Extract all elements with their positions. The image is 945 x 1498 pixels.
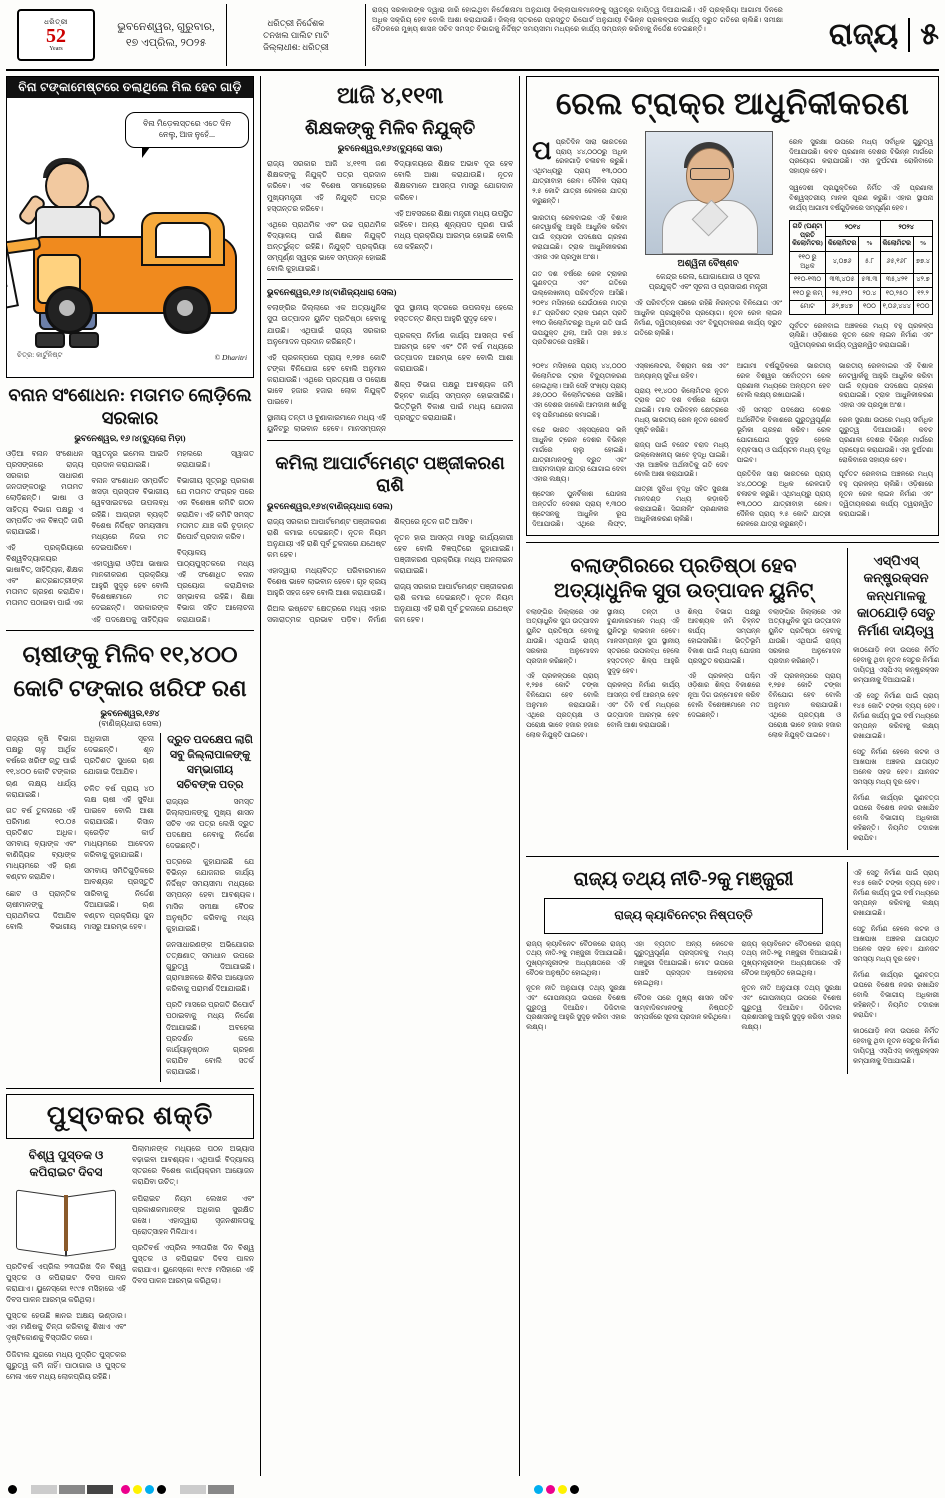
badge-number: 52 <box>46 24 66 47</box>
cell-pct-2014: ୫.୮ <box>859 251 880 273</box>
truck-wheel-rear <box>163 286 211 334</box>
paragraph: ୨୦୧୪ ମସିହାରେ ପ୍ରାୟ ୪୪,୦୦୦ କିଲୋମିଟର ଟ୍ରାକ ବିଦ୍ୟୁତୀକରଣ ହୋଇଥିଲା। ଆଜି ସେହି ସଂଖ୍ୟା ପ୍ରାୟ ୬୭,୦୦୦ କିଲୋମିଟରରେ ପହଞ୍ଚିଛି। ଏହା ଦେଶର ଜାଳେଣି ଆମଦାନୀ ଖର୍ଚ୍ଚକୁ ବହୁ ପରିମାଣରେ କମାଇଛି। <box>532 362 627 420</box>
paragraph: କାଠଯୋଡ଼ି ନଦୀ ଉପରେ ନିର୍ମିତ ହେବାକୁ ଥିବା ନୂତନ ସେତୁର ନିର୍ମାଣ ଦାୟିତ୍ୱ ଏସ୍‌ପିଏସ୍ କନ୍‌ଷ୍ଟ୍ରକ୍‌ସନ କମ୍ପାନୀକୁ ଦିଆଯାଇଛି। <box>853 647 939 684</box>
paragraph: ଷ୍ଟେସନ ପୁନର୍ବିକାଶ ଯୋଜନା ଅନ୍ତର୍ଗତ ଦେଶର ପ୍ରାୟ ୧,୩୦୦ ଷ୍ଟେସନକୁ ଆଧୁନିକ ରୂପ ଦିଆଯାଉଛି। ଏଥିରେ ଲିଫ୍ଟ, ଏସ୍କାଲେଟର, ବିଶ୍ରାମ କକ୍ଷ ଏବଂ ଅନ୍ୟାନ୍ୟ ସୁବିଧା ରହିବ। <box>532 362 729 528</box>
cell-km-2014: ୪,୦୭୬ <box>825 251 859 273</box>
paragraph: ପୂର୍ବତଟ ରେଳବାଇ ଅଞ୍ଚଳରେ ମଧ୍ୟ ବହୁ ପ୍ରକଳ୍ପ ଚାଲିଛି। ଓଡ଼ିଶାରେ ନୂତନ ରେଳ ଲାଇନ ନିର୍ମାଣ ଏବଂ ଦ୍ୱିତୀୟକରଣ କାର୍ଯ୍ୟ ତ୍ୱରାନ୍ୱିତ କରାଯାଇଛି। <box>838 471 933 518</box>
table-header-range: ଗତି (ଘଣ୍ଟା ପ୍ରତି କିଲୋମିଟର) <box>790 221 826 252</box>
glasses-icon <box>690 168 730 180</box>
story-balangir-body-mid <box>267 302 513 434</box>
paragraph: ରାଜ୍ୟର ସମସ୍ତ ଜିଲ୍ଲାପାଳଙ୍କୁ ମୁଖ୍ୟ ଶାସନ ସଚିବ ଏକ ପତ୍ର ଲେଖି ଦ୍ରୁତ ପଦକ୍ଷେପ ନେବାକୁ ନିର୍ଦ୍ଦେଶ ଦେଇଛନ୍ତି। <box>166 796 255 850</box>
cartoon-credit: © Dharitri <box>214 353 248 362</box>
rail-speed-table <box>789 220 933 315</box>
cartoon-truck <box>13 190 249 340</box>
paragraph: କାଠଯୋଡ଼ି ନଦୀ ଉପରେ ନିର୍ମିତ ହେବାକୁ ଥିବା ନୂତନ ସେତୁର ନିର୍ମାଣ ଦାୟିତ୍ୱ ଏସ୍‌ପିଏସ୍ କନ୍‌ଷ୍ଟ୍ରକ୍‌ସନ କମ୍ପାନୀକୁ ଦିଆଯାଇଛି। <box>853 1028 939 1065</box>
paragraph: ଏହି ସେତୁ ନିର୍ମାଣ ପାଇଁ ପ୍ରାୟ ୧୪୫ କୋଟି ଟଙ୍କା ବ୍ୟୟ ହେବ। ନିର୍ମାଣ କାର୍ଯ୍ୟ ଦୁଇ ବର୍ଷ ମଧ୍ୟରେ ସମ୍ପନ୍ନ କରିବାକୁ ଲକ୍ଷ୍ୟ ରଖାଯାଇଛି। <box>853 870 939 917</box>
story-balangir <box>526 548 841 851</box>
masthead-meta <box>226 4 366 66</box>
paragraph: ଏହି ପରିବର୍ତ୍ତନ ପଛରେ ରହିଛି ନିରନ୍ତର ବିନିଯୋଗ ଏବଂ ଆଧୁନିକ ପ୍ରଯୁକ୍ତିର ପ୍ରୟୋଗ। ନୂତନ ରେଳ ଲାଇନ ନିର୍ମାଣ, ଦ୍ୱିତୀୟକରଣ ଏବଂ ବିଦ୍ୟୁତୀକରଣ କାର୍ଯ୍ୟ ଦ୍ରୁତ ଗତିରେ ଚାଲିଛି। <box>634 300 783 337</box>
story-sps-headline: ଏସ୍‌ପିଏସ୍ କନ୍‌ଷ୍ଟ୍ରକ୍‌ସନ କନ୍ଧମାଳକୁ କାଠଯୋଡ଼ି ସେତୁ ନିର୍ମାଣ ଦାୟିତ୍ୱ <box>856 552 936 638</box>
truck-window <box>155 222 211 258</box>
minister-photo <box>645 131 773 255</box>
paragraph: ପ୍ରତିଦିନ ସାରା ଭାରତରେ ପ୍ରାୟ ୪୪,୦୦୦ରୁ ଅଧିକ ରେଳଗାଡ଼ି ଚଳାଚଳ କରୁଛି। ଏଥିମଧ୍ୟରୁ ପ୍ରାୟ ୧୩,୦୦୦ ଯାତ୍ରୀବାହୀ ରେଳ। ଦୈନିକ ପ୍ରାୟ ୨.୫ କୋଟି ଯାତ୍ରୀ ରେଳରେ ଯାତ୍ରା କରୁଛନ୍ତି। <box>736 471 831 528</box>
story-teacher-body <box>267 158 513 274</box>
story-policy-body <box>526 940 841 1035</box>
masthead-logo <box>6 4 106 66</box>
story-sps-body-cont <box>853 869 939 1067</box>
story-kharif-dateline <box>6 708 254 729</box>
masthead-brief-text: ରାଜ୍ୟ ସରକାରଙ୍କ ଦ୍ୱାରା ଜାରି ହୋଇଥିବା ନିର୍ଦ୍ଦେଶନାମା ଅନୁଯାୟୀ ଜିଲ୍ଲାପାଳମାନଙ୍କୁ ସ୍ୱତନ୍ତ୍ର ଦାୟିତ୍ୱ ଦିଆଯାଇଛି। ଏହି ପ୍ରକ୍ରିୟା ଆଗାମୀ ଦିନରେ ଅଧିକ ସକ୍ରିୟ ହେବ ବୋଲି ଆଶା କରାଯାଉଛି। ଜିଲ୍ଲା ସ୍ତରରେ ପ୍ରସ୍ତୁତ ରିପୋର୍ଟ ଅନୁଯାୟୀ ବିଭିନ୍ନ ପ୍ରକଳ୍ପର କାର୍ଯ୍ୟ ଦ୍ରୁତ ଗତିରେ ଚାଲିଛି। ସମୀକ୍ଷା ବୈଠକରେ ମୁଖ୍ୟ ଶାସନ ସଚିବ ସମସ୍ତ ବିଭାଗକୁ ନିର୍ଦ୍ଦିଷ୍ଟ ସମୟସୀମା ମଧ୍ୟରେ କାର୍ଯ୍ୟ ସମ୍ପନ୍ନ କରିବାକୁ ନିର୍ଦ୍ଦେଶ ଦେଇଛନ୍ତି। <box>372 6 783 34</box>
story-dalit-title: ଦ୍ରୁତ ପଦକ୍ଷେପ ଲାଗି ସବୁ ଜିଲ୍ଲାପାଳଙ୍କୁ ସମ୍ଭାଗୀୟ ସଚିବଙ୍କ ପତ୍ର <box>167 734 253 791</box>
paragraph: ସେତୁ ନିର୍ମାଣ ହେଲେ କଟକ ଓ ଆଖପାଖ ଅଞ୍ଚଳର ଯାତାୟାତ ଅନେକ ସହଜ ହେବ। ଯାନଜଟ ସମସ୍ୟା ମଧ୍ୟ ଦୂର ହେବ। <box>853 926 939 963</box>
paragraph: ରାଜ୍ୟ କ୍ୟାବିନେଟ ବୈଠକରେ ରାଜ୍ୟ ତଥ୍ୟ ନୀତି-୨କୁ ମଞ୍ଜୁରୀ ଦିଆଯାଇଛି। ମୁଖ୍ୟମନ୍ତ୍ରୀଙ୍କ ଅଧ୍ୟକ୍ଷତାରେ ଏହି ବୈଠକ ଅନୁଷ୍ଠିତ ହୋଇଥିଲା। <box>741 940 841 978</box>
story-book-body-b <box>132 1143 254 1291</box>
cell-km-2024: ୧୦,୨୫୦ <box>880 287 914 301</box>
cartoon-artwork <box>7 98 253 366</box>
paragraph: ପ୍ରତିବର୍ଷ ଏପ୍ରିଲ ୨୩ତାରିଖ ଦିନ ବିଶ୍ୱ ପୁସ୍ତକ ଓ କପିରାଇଟ ଦିବସ ପାଳନ କରାଯାଏ। ୟୁନେସ୍କୋ ୧୯୯୫ ମସିହାରେ ଏହି ଦିବସ ପାଳନ ଆରମ୍ଭ କରିଥିଲା। <box>132 1243 255 1286</box>
story-rail-body-3 <box>789 138 933 214</box>
lower-right-block <box>526 542 939 851</box>
cell-range: ୧୧୦ ରୁ କମ୍ <box>790 287 826 301</box>
story-balangir-mid <box>267 280 513 440</box>
story-banana <box>6 384 254 631</box>
swatch-yellow <box>133 1485 142 1494</box>
paragraph: ସ୍ୱଦେଶୀ ପ୍ରଯୁକ୍ତିରେ ନିର୍ମିତ ଏହି ପ୍ରଣାଳୀ ବିଶ୍ୱସ୍ତରୀୟ ମାନକ ପୂରଣ କରୁଛି। ଏହାର ସ୍ଥାପନା କାର୍ଯ୍ୟ ଆଗାମୀ ବର୍ଷଗୁଡ଼ିକରେ ସମ୍ପୂର୍ଣ୍ଣ ହେବ। <box>789 184 933 212</box>
paragraph: ସ୍ଥାନୀୟ ତନ୍ତୀ ଓ ବୁଣାକାରମାନେ ମଧ୍ୟ ଏହି ୟୁନିଟରୁ ଲାଭବାନ ହେବେ। ମାନସମ୍ପନ୍ନ ସୁତା ସ୍ଥାନୀୟ ସ୍ତରରେ ଉପଲବ୍ଧ ହେଲେ ହସ୍ତତନ୍ତ ଶିଳ୍ପ ଆହୁରି ସୁଦୃଢ଼ ହେବ। <box>267 303 514 434</box>
paragraph: ଶିଳ୍ପ ବିଭାଗ ପକ୍ଷରୁ ଆବଶ୍ୟକ ଜମି ଚିହ୍ନଟ କାର୍ଯ୍ୟ ସମ୍ପନ୍ନ ହୋଇସାରିଛି। ଭିତ୍ତିଭୂମି ବିକାଶ ପାଇଁ ମଧ୍ୟ ଯୋଜନା ପ୍ରସ୍ତୁତ କରାଯାଇଛି। <box>394 380 514 423</box>
story-teacher <box>267 82 513 280</box>
paragraph: ପ୍ରାୟ ୧୧,୪୦୦ କିଲୋମିଟର ନୂତନ ଟ୍ରାକ ଗତ ଦଶ ବର୍ଷରେ ଯୋଡ଼ା ଯାଇଛି। ମାଲ ପରିବହନ କ୍ଷେତ୍ରରେ ମଧ୍ୟ ଭାରତୀୟ ରେଳ ନୂତନ ରେକର୍ଡ ସୃଷ୍ଟି କରିଛି। <box>634 387 729 434</box>
cell-km-2024: ୧,୦୬,୪୪୪ <box>880 301 914 315</box>
story-book <box>6 1088 254 1387</box>
paragraph: ନୂତନ ହାର ଆସନ୍ତା ମାସରୁ କାର୍ଯ୍ୟକାରୀ ହେବ ବୋଲି ବିଜ୍ଞପ୍ତିରେ କୁହାଯାଇଛି। ପଞ୍ଜୀକରଣ ପ୍ରକ୍ରିୟା ମଧ୍ୟ ଅନଲାଇନ କରାଯାଇଛି। <box>394 532 514 575</box>
story-apartment-body <box>267 516 513 628</box>
dateline-city: ଭୁବନେଶ୍ୱର,୧୬୪ <box>100 708 160 719</box>
section-header <box>789 4 939 66</box>
paragraph: ନୂତନ ନୀତି ଅନୁଯାୟୀ ତଥ୍ୟ ସୁରକ୍ଷା ଏବଂ ଗୋପନୀୟତା ଉପରେ ବିଶେଷ ଗୁରୁତ୍ୱ ଦିଆଯିବ। ଡିଜିଟାଲ ପ୍ରଶାସନକୁ ଆହୁରି ସୁଦୃଢ଼ କରିବା ଏହାର ଲକ୍ଷ୍ୟ। <box>526 984 626 1032</box>
dropcap: ପ <box>532 135 552 165</box>
paragraph: ବନ୍ଦେ ଭାରତ ଏକ୍ସପ୍ରେସ ଭଳି ଆଧୁନିକ ଟ୍ରେନ ଦେଶର ବିଭିନ୍ନ ମାର୍ଗରେ ଚାଲୁ ହୋଇଛି। ଯାତ୍ରୀମାନଙ୍କୁ ଦ୍ରୁତ ଏବଂ ଆରାମଦାୟକ ଯାତ୍ରା ଯୋଗାଇ ଦେବା ଏହାର ଲକ୍ଷ୍ୟ। <box>532 426 627 484</box>
paragraph: ଭାରତୀୟ ରେଳବାଇର ଏହି ବିଶାଳ ନେଟୱାର୍କକୁ ଆହୁରି ଆଧୁନିକ କରିବା ପାଇଁ ବ୍ୟାପକ ପଦକ୍ଷେପ ଗ୍ରହଣ କରାଯାଇଛି। ଟ୍ରାକ ଆଧୁନିକୀକରଣ ଏହାର ଏକ ପ୍ରମୁଖ ଅଂଶ। <box>838 362 933 410</box>
paragraph: ଚଳିତ ବର୍ଷ ପ୍ରାୟ ୪୦ ଲକ୍ଷ ଚାଷୀ ଏହି ସୁବିଧା ପାଇବେ ବୋଲି ଆଶା କରାଯାଉଛି। କିସାନ କ୍ରେଡ଼ିଟ କାର୍ଡ ମାଧ୍ୟମରେ ଆବେଦନ କରିବାକୁ କୁହାଯାଇଛି। <box>84 783 154 860</box>
paragraph: ପ୍ରକଳ୍ପ ନିର୍ମାଣ କାର୍ଯ୍ୟ ଆସନ୍ତା ବର୍ଷ ଆରମ୍ଭ ହେବ ଏବଂ ତିନି ବର୍ଷ ମଧ୍ୟରେ ଉତ୍ପାଦନ ଆରମ୍ଭ ହେବ ବୋଲି ଆଶା କରାଯାଉଛି। <box>394 330 514 373</box>
story-book-body-b-wrap <box>132 1143 254 1387</box>
paragraph: ଛୋଟ ଓ ପ୍ରାନ୍ତିକ ଚାଷୀମାନଙ୍କୁ ପ୍ରାଥମିକତା ଦିଆଯିବ ବୋଲି ବିଭାଗୀୟ ଅଧିକାରୀ ସୂଚନା ଦେଇଛନ୍ତି। ଶୂନ ପ୍ରତିଶତ ସୁଧରେ ଋଣ ଯୋଗାଇ ଦିଆଯିବ। <box>6 734 154 931</box>
masthead-meta-2: ତନଖଲ ପାଲିଟ ମାଟି <box>263 29 329 40</box>
cell-km-2024: ୩୫,୪୨୧ <box>880 274 914 288</box>
swatch-cyan-2 <box>534 1485 543 1494</box>
swatch-cyan <box>145 1485 154 1494</box>
cell-pct-2024: ୧୦୦ <box>914 301 933 315</box>
story-balangir-body <box>526 608 841 741</box>
table-subheader-pct-2024: % <box>914 236 933 251</box>
minister-portrait <box>645 131 771 293</box>
paragraph: ବନାନ ସଂଶୋଧନ ସମ୍ପର୍କିତ ଖସଡ଼ା ପ୍ରସ୍ତାବ ବିଭାଗୀୟ ୱେବସାଇଟରେ ଉପଲବ୍ଧ ରହିଛି। ଆଗ୍ରହୀ ବ୍ୟକ୍ତି ବିଶେଷ ନିର୍ଦ୍ଦିଷ୍ଟ ସମୟସୀମା ମଧ୍ୟରେ ନିଜର ମତ ଦେଇପାରିବେ। <box>91 476 169 552</box>
story-teacher-headline-line2: ଶିକ୍ଷକଙ୍କୁ ମିଳିବ ନିଯୁକ୍ତି <box>304 117 476 138</box>
story-kharif-body <box>6 733 154 934</box>
table-subheader-km-2024: କିଲୋମିଟର <box>880 236 914 251</box>
paragraph: ପିଲାମାନଙ୍କ ମଧ୍ୟରେ ପଠନ ଅଭ୍ୟାସ ବଢ଼ାଇବା ଆବଶ୍ୟକ। ଏଥିପାଇଁ ବିଦ୍ୟାଳୟ ସ୍ତରରେ ବିଶେଷ କାର୍ଯ୍ୟକ୍ରମ ଆୟୋଜନ କରାଯିବା ଉଚିତ୍। <box>132 1144 255 1187</box>
cartoon-title: ବିନା ଟଙ୍କାମେଷ୍ଟରେ ତଲାଥିଲେ ମିଲ ହେବ ଗାଡ଼ି <box>7 77 253 98</box>
story-balangir-dateline: ଭୁବନେଶ୍ୱର,୧୬।୪(ବାଣିଜ୍ୟଧାରା ସେଲ) <box>267 287 397 298</box>
open-book-icon <box>16 1185 116 1257</box>
story-book-feature <box>6 1143 126 1387</box>
story-book-subtitle: ବିଶ୍ୱ ପୁସ୍ତକ ଓ କପିରାଇଟ ଦିବସ <box>28 1148 104 1179</box>
cell-km-2014: ୨୫,୧୨୦ <box>825 287 859 301</box>
section-name: ରାଜ୍ୟ <box>828 18 899 51</box>
story-banana-dateline: ଭୁବନେଶ୍ୱର, ୧୬।୪(ବ୍ୟୁରୋ ମିଡ଼ା) <box>74 433 186 443</box>
story-kharif-body-wrap <box>6 733 154 1082</box>
paragraph: ଏହା ବ୍ୟତୀତ ଅନ୍ୟ କେତେକ ଗୁରୁତ୍ୱପୂର୍ଣ୍ଣ ପ୍ରସ୍ତାବକୁ ମଧ୍ୟ ମଞ୍ଜୁରୀ ଦିଆଯାଇଛି। ମୋଟ ଉପରେ ପାଞ୍ଚଟି ପ୍ରସ୍ତାବ ଆଲୋଚନା ହୋଇଥିଲା। <box>633 940 734 987</box>
paragraph: ପତ୍ରରେ କୁହାଯାଇଛି ଯେ ବିଭିନ୍ନ ଯୋଜନାର କାର୍ଯ୍ୟ ନିର୍ଦ୍ଦିଷ୍ଟ ସମୟସୀମା ମଧ୍ୟରେ ସମ୍ପନ୍ନ ହେବା ଆବଶ୍ୟକ। ମାସିକ ସମୀକ୍ଷା ବୈଠକ ଅନୁଷ୍ଠିତ କରିବାକୁ ମଧ୍ୟ କୁହାଯାଇଛି। <box>166 857 255 933</box>
story-sps-body <box>853 646 939 844</box>
paragraph: ଏହି ସେତୁ ନିର୍ମାଣ ପାଇଁ ପ୍ରାୟ ୧୪୫ କୋଟି ଟଙ୍କା ବ୍ୟୟ ହେବ। ନିର୍ମାଣ କାର୍ଯ୍ୟ ଦୁଇ ବର୍ଷ ମଧ୍ୟରେ ସମ୍ପନ୍ନ କରିବାକୁ ଲକ୍ଷ୍ୟ ରଖାଯାଇଛି। <box>853 693 939 740</box>
paragraph: ପ୍ରତି ମାସରେ ପ୍ରଗତି ରିପୋର୍ଟ ପଠାଇବାକୁ ମଧ୍ୟ ନିର୍ଦ୍ଦେଶ ଦିଆଯାଇଛି। ଅବହେଳା ପ୍ରଦର୍ଶନ କଲେ କାର୍ଯ୍ୟାନୁଷ୍ଠାନ ଗ୍ରହଣ କରାଯିବ ବୋଲି ସତର୍କ କରାଯାଇଛି। <box>166 1000 255 1077</box>
paragraph: କପିରାଇଟ ନିୟମ ଲେଖକ ଏବଂ ପ୍ରକାଶକମାନଙ୍କ ଅଧିକାର ସୁରକ୍ଷିତ ରଖେ। ଏହାଦ୍ୱାରା ସୃଜନଶୀଳତାକୁ ପ୍ରୋତ୍ସାହନ ମିଳିଥାଏ। <box>132 1193 255 1236</box>
paragraph: ସ୍ଥାନୀୟ ତନ୍ତୀ ଓ ବୁଣାକାରମାନେ ମଧ୍ୟ ଏହି ୟୁନିଟରୁ ଲାଭବାନ ହେବେ। ମାନସମ୍ପନ୍ନ ସୁତା ସ୍ଥାନୀୟ ସ୍ତରରେ ଉପଲବ୍ଧ ହେଲେ ହସ୍ତତନ୍ତ ଶିଳ୍ପ ଆହୁରି ସୁଦୃଢ଼ ହେବ। <box>606 608 680 675</box>
story-banana-headline: ବନାନ ସଂଶୋଧନ: ମତାମତ ଲୋଡ଼ିଲେ ସରକାର <box>8 385 252 428</box>
paragraph: ବିଦ୍ୟାଳୟ ପାଠ୍ୟପୁସ୍ତକରେ ମଧ୍ୟ ଏହି ସଂଶୋଧିତ ବନାନ ପ୍ରୟୋଗ କରାଯିବାର ସମ୍ଭାବନା ରହିଛି। ଶିକ୍ଷା ବିଭାଗ ସହିତ ଆଲୋଚନା କରାଯାଉଛି। <box>176 547 255 624</box>
paragraph: ରିଅଲ ଇଷ୍ଟେଟ କ୍ଷେତ୍ରରେ ମଧ୍ୟ ଏହାର ସକାରାତ୍ମକ ପ୍ରଭାବ ପଡ଼ିବ। ନିର୍ମାଣ ଶିଳ୍ପରେ ନୂତନ ଗତି ଆସିବ। <box>267 516 473 625</box>
paragraph: ବଲାଙ୍ଗିର ଜିଲ୍ଲାରେ ଏକ ଅତ୍ୟାଧୁନିକ ସୁତା ଉତ୍ପାଦନ ୟୁନିଟ ପ୍ରତିଷ୍ଠା ହେବାକୁ ଯାଉଛି। ଏଥିପାଇଁ ରାଜ୍ୟ ସରକାର ଅନୁମୋଦନ ପ୍ରଦାନ କରିଛନ୍ତି। <box>267 303 387 346</box>
paragraph: ଭାରତୀୟ ରେଳବାଇର ଏହି ବିଶାଳ ନେଟୱାର୍କକୁ ଆହୁରି ଆଧୁନିକ କରିବା ପାଇଁ ବ୍ୟାପକ ପଦକ୍ଷେପ ଗ୍ରହଣ କରାଯାଇଛି। ଟ୍ରାକ ଆଧୁନିକୀକରଣ ଏହାର ଏକ ପ୍ରମୁଖ ଅଂଶ। <box>532 214 628 261</box>
story-rail-portrait-col <box>634 131 782 358</box>
swatch-yellow-2 <box>558 1485 567 1494</box>
badge-top-label: ଧରିତ୍ରୀ <box>44 17 68 26</box>
paragraph: ରାଜ୍ୟ ସରକାର ଆପାର୍ଟମେଣ୍ଟ ପଞ୍ଜୀକରଣ ରାଶି କମାଇ ଦେଇଛନ୍ତି। ନୂତନ ନିୟମ ଅନୁଯାୟୀ ଏହି ରାଶି ପୂର୍ବ ତୁଳନାରେ ଯଥେଷ୍ଟ କମ ହେବ। <box>394 582 514 625</box>
masthead-meta-1: ଧରିତ୍ରୀ ନିର୍ଦ୍ଦେଶକ <box>267 17 325 28</box>
cartoon-panel <box>6 76 254 378</box>
story-kharif <box>6 631 254 1083</box>
paragraph: ଏହାଦ୍ୱାରା ଓଡ଼ିଆ ଭାଷାର ମାନକୀକରଣ ପ୍ରକ୍ରିୟା ଆହୁରି ସୁଦୃଢ଼ ହେବ ବୋଲି ବିଶେଷଜ୍ଞମାନେ ମତ ଦେଇଛନ୍ତି। ସରକାରଙ୍କ ଏହି ପଦକ୍ଷେପକୁ ସାହିତ୍ୟିକ ମହଲରେ ସ୍ୱାଗତ କରାଯାଇଛି। <box>91 449 255 624</box>
story-apartment <box>267 441 513 628</box>
swatch-magenta-2 <box>546 1485 555 1494</box>
paragraph: ଡିଜିଟାଲ ଯୁଗରେ ମଧ୍ୟ ମୁଦ୍ରିତ ପୁସ୍ତକର ଗୁରୁତ୍ୱ କମି ନାହିଁ। ପାଠାଗାର ଓ ପୁସ୍ତକ ମେଳା ଏବେ ମଧ୍ୟ ଲୋକପ୍ରିୟ ରହିଛି। <box>6 1349 126 1381</box>
paragraph: ପୂର୍ବତଟ ରେଳବାଇ ଅଞ୍ଚଳରେ ମଧ୍ୟ ବହୁ ପ୍ରକଳ୍ପ ଚାଲିଛି। ଓଡ଼ିଶାରେ ନୂତନ ରେଳ ଲାଇନ ନିର୍ମାଣ ଏବଂ ଦ୍ୱିତୀୟକରଣ କାର୍ଯ୍ୟ ତ୍ୱରାନ୍ୱିତ କରାଯାଇଛି। <box>789 322 933 350</box>
gray-step-wedge-2 <box>180 1485 234 1494</box>
story-teacher-headline-line1: ଆଜି ୪,୧୧୩ <box>336 83 444 108</box>
cell-pct-2014: ୧୦୦ <box>859 301 880 315</box>
paragraph: ଗତ ବର୍ଷ ତୁଳନାରେ ଏହି ପରିମାଣ ୧୦.୦୫ ପ୍ରତିଶତ ଅଧିକ। ସମବାୟ ବ୍ୟାଙ୍କ ଏବଂ ବାଣିଜ୍ୟିକ ବ୍ୟାଙ୍କ ମାଧ୍ୟମରେ ଏହି ଋଣ ବଣ୍ଟନ କରାଯିବ। <box>6 805 76 882</box>
cell-km-2024: ୬୫,୧୬୮ <box>880 251 914 273</box>
story-sps-cont <box>847 862 939 1073</box>
paragraph: ଏହି ପ୍ରକଳ୍ପରେ ପ୍ରାୟ ୧,୨୭୫ କୋଟି ଟଙ୍କା ବିନିଯୋଗ ହେବ ବୋଲି ଅନୁମାନ କରାଯାଉଛି। ଏଥିରେ ପ୍ରତ୍ୟକ୍ଷ ଓ ପରୋକ୍ଷ ଭାବେ ହଜାର ହଜାର ଲୋକ ନିଯୁକ୍ତି ପାଇବେ। <box>768 672 841 739</box>
swatch-black <box>8 1485 17 1494</box>
paragraph: ବିଭାଗୀୟ ସୂତ୍ରରୁ ପ୍ରକାଶ ଯେ ମତାମତ ସଂଗ୍ରହ ପରେ ଏକ ବିଶେଷଜ୍ଞ କମିଟି ଗଠନ କରାଯିବ। ଏହି କମିଟି ସମସ୍ତ ମତାମତ ଯାଞ୍ଚ କରି ଚୂଡ଼ାନ୍ତ ରିପୋର୍ଟ ପ୍ରଦାନ କରିବ। <box>176 476 255 541</box>
truck-wheel-front <box>45 286 93 334</box>
print-registration-bar <box>0 1480 945 1498</box>
anniversary-badge <box>17 9 95 61</box>
story-dalit-body <box>166 796 254 1083</box>
story-rail-headline: ରେଲ ଟ୍ରାକ୍‌ର ଆଧୁନିକୀକରଣ <box>555 86 910 121</box>
story-kharif-headline-line1: ଚାଷୀଙ୍କୁ ମିଳିବ ୧୧,୪୦୦ <box>22 641 238 667</box>
cell-pct-2024: ୭୭.୪ <box>914 251 933 273</box>
gray-step-wedge <box>31 1485 113 1494</box>
paragraph: ଓଡ଼ିଆ ବନାନ ସଂଶୋଧନ ପ୍ରସଙ୍ଗରେ ରାଜ୍ୟ ସରକାର ସାଧାରଣ ଜନତାଙ୍କଠାରୁ ମତାମତ ଲୋଡ଼ିଛନ୍ତି। ଭାଷା ଓ ସାହିତ୍ୟ ବିଭାଗ ପକ୍ଷରୁ ଏ ସମ୍ପର୍କିତ ଏକ ବିଜ୍ଞପ୍ତି ଜାରି କରାଯାଇଛି। <box>6 449 84 536</box>
column-right <box>519 76 939 1476</box>
paragraph: ରେଳ ସୁରକ୍ଷା ଉପରେ ମଧ୍ୟ ସର୍ବାଧିକ ଗୁରୁତ୍ୱ ଦିଆଯାଉଛି। କବଚ ପ୍ରଣାଳୀ ଦେଶର ବିଭିନ୍ନ ମାର୍ଗରେ ପ୍ରୟୋଗ କରାଯାଉଛି। ଏହା ଦୁର୍ଘଟଣା ରୋକିବାରେ ସହାୟକ ହେବ। <box>838 417 933 464</box>
paragraph: ବୈଠକ ପରେ ମୁଖ୍ୟ ଶାସନ ସଚିବ ସାମ୍ବାଦିକମାନଙ୍କୁ ନିଷ୍ପତ୍ତି ସମ୍ପର୍କରେ ସୂଚନା ପ୍ରଦାନ କରିଥିଲେ। <box>633 994 734 1022</box>
paragraph: ସେତୁ ନିର୍ମାଣ ହେଲେ କଟକ ଓ ଆଖପାଖ ଅଞ୍ଚଳର ଯାତାୟାତ ଅନେକ ସହଜ ହେବ। ଯାନଜଟ ସମସ୍ୟା ମଧ୍ୟ ଦୂର ହେବ। <box>853 749 939 786</box>
story-rail-body-1 <box>532 135 628 348</box>
paragraph: ପ୍ରତିବର୍ଷ ଏପ୍ରିଲ ୨୩ତାରିଖ ଦିନ ବିଶ୍ୱ ପୁସ୍ତକ ଓ କପିରାଇଟ ଦିବସ ପାଳନ କରାଯାଏ। ୟୁନେସ୍କୋ ୧୯୯୫ ମସିହାରେ ଏହି ଦିବସ ପାଳନ ଆରମ୍ଭ କରିଥିଲା। <box>6 1261 126 1305</box>
paragraph: ରେଳ ସୁରକ୍ଷା ଉପରେ ମଧ୍ୟ ସର୍ବାଧିକ ଗୁରୁତ୍ୱ ଦିଆଯାଉଛି। କବଚ ପ୍ରଣାଳୀ ଦେଶର ବିଭିନ୍ନ ମାର୍ଗରେ ପ୍ରୟୋଗ କରାଯାଉଛି। ଏହା ଦୁର୍ଘଟଣା ରୋକିବାରେ ସହାୟକ ହେବ। <box>789 138 933 176</box>
story-kharif-headline-line2: କୋଟି ଟଙ୍କାର ଖରିଫ ରଣ <box>13 676 247 702</box>
table-header-2024: ୨୦୨୪ <box>880 221 932 236</box>
page-columns <box>6 76 939 1476</box>
column-middle <box>260 76 513 1476</box>
masthead <box>6 4 939 71</box>
story-sps <box>847 548 939 851</box>
swatch-group-mid <box>121 1485 166 1494</box>
paragraph: ଏଥିରେ ପ୍ରାଥମିକ ଏବଂ ଉଚ୍ଚ ପ୍ରାଥମିକ ବିଦ୍ୟାଳୟ ପାଇଁ ଶିକ୍ଷକ ନିଯୁକ୍ତି ଅନ୍ତର୍ଭୁକ୍ତ ରହିଛି। ନିଯୁକ୍ତି ପ୍ରକ୍ରିୟା ସମ୍ପୂର୍ଣ୍ଣ ସ୍ୱଚ୍ଛ ଭାବେ ସମ୍ପନ୍ନ ହୋଇଛି ବୋଲି କୁହାଯାଇଛି। <box>267 219 387 274</box>
section-divider <box>908 18 910 52</box>
paragraph: ନିର୍ମାଣ କାର୍ଯ୍ୟର ଗୁଣବତ୍ତା ଉପରେ ବିଶେଷ ନଜର ରଖାଯିବ ବୋଲି ବିଭାଗୀୟ ଅଧିକାରୀ କହିଛନ୍ତି। ନିୟମିତ ତଦାରଖ କରାଯିବ। <box>853 972 939 1019</box>
story-rail-col3 <box>789 131 933 358</box>
story-banana-body <box>6 448 254 625</box>
masthead-place: ଭୁବନେଶ୍ୱର, ଗୁରୁବାର, <box>117 20 215 33</box>
paragraph: ପ୍ରତିଦିନ ସାରା ଭାରତରେ ପ୍ରାୟ ୪୪,୦୦୦ରୁ ଅଧିକ ରେଳଗାଡ଼ି ଚଳାଚଳ କରୁଛି। ଏଥିମଧ୍ୟରୁ ପ୍ରାୟ ୧୩,୦୦୦ ଯାତ୍ରୀବାହୀ ରେଳ। ଦୈନିକ ପ୍ରାୟ ୨.୫ କୋଟି ଯାତ୍ରୀ ରେଳରେ ଯାତ୍ରା କରୁଛନ୍ତି। <box>532 138 628 205</box>
story-rail-body-2 <box>634 299 782 338</box>
story-balangir-headline: ବଲାଙ୍ଗିରରେ ପ୍ରତିଷ୍ଠା ହେବ ଅତ୍ୟାଧୁନିକ ସୁତା ଉତ୍ପାଦନ ୟୁନିଟ୍ <box>553 554 814 602</box>
policy-pull-quote: ରାଜ୍ୟ କ୍ୟାବିନେଟ୍‌ର ନିଷ୍ପତ୍ତି <box>544 898 823 933</box>
swatch-magenta <box>121 1485 130 1494</box>
cell-pct-2014: ୫୩.୩ <box>859 274 880 288</box>
page-number: ୫ <box>920 18 939 51</box>
paragraph: ନୂତନ ନୀତି ଅନୁଯାୟୀ ତଥ୍ୟ ସୁରକ୍ଷା ଏବଂ ଗୋପନୀୟତା ଉପରେ ବିଶେଷ ଗୁରୁତ୍ୱ ଦିଆଯିବ। ଡିଜିଟାଲ ପ୍ରଶାସନକୁ ଆହୁରି ସୁଦୃଢ଼ କରିବା ଏହାର ଲକ୍ଷ୍ୟ। <box>741 984 841 1032</box>
paragraph: ଏହି ପ୍ରକ୍ରିୟାରେ ବିଶ୍ୱବିଦ୍ୟାଳୟର ଭାଷାବିତ୍‌, ସାହିତ୍ୟିକ, ଶିକ୍ଷକ ଏବଂ ଛାତ୍ରଛାତ୍ରୀଙ୍କ ମତାମତ ଗ୍ରହଣ କରାଯିବ। ମତାମତ ପଠାଇବା ପାଇଁ ଏକ ସ୍ୱତନ୍ତ୍ର ଇମେଲ ଆଇଡି ପ୍ରଦାନ କରାଯାଇଛି। <box>6 449 169 608</box>
paragraph: ବଲାଙ୍ଗିର ଜିଲ୍ଲାରେ ଏକ ଅତ୍ୟାଧୁନିକ ସୁତା ଉତ୍ପାଦନ ୟୁନିଟ ପ୍ରତିଷ୍ଠା ହେବାକୁ ଯାଉଛି। ଏଥିପାଇଁ ରାଜ୍ୟ ସରକାର ଅନୁମୋଦନ ପ୍ରଦାନ କରିଛନ୍ତି। <box>768 608 841 665</box>
swatch-black-2 <box>157 1485 166 1494</box>
masthead-place-date <box>106 4 226 66</box>
cell-pct-2024: ୪୨.୭ <box>914 274 933 288</box>
paragraph: ଏହି ଅବସରରେ ଶିକ୍ଷା ମନ୍ତ୍ରୀ ମଧ୍ୟ ଉପସ୍ଥିତ ରହିବେ। ଅନ୍ୟ ଶୂନ୍ୟପଦ ପୂରଣ ପାଇଁ ମଧ୍ୟ ପ୍ରକ୍ରିୟା ଆରମ୍ଭ ହୋଇଛି ବୋଲି ସେ କହିଛନ୍ତି। <box>394 208 514 252</box>
paragraph: ଏହାଦ୍ୱାରା ମଧ୍ୟବିତ୍ତ ପରିବାରମାନେ ବିଶେଷ ଭାବେ ଲାଭବାନ ହେବେ। ଗୃହ କ୍ରୟ ଆହୁରି ସହଜ ହେବ ବୋଲି ଆଶା କରାଯାଉଛି। <box>267 565 387 598</box>
paragraph: ରାଜ୍ୟର କୃଷି ବିଭାଗ ପକ୍ଷରୁ ଚାଳୁ ଆର୍ଥିକ ବର୍ଷରେ ଖରିଫ ଋତୁ ପାଇଁ ୧୧,୪୦୦ କୋଟି ଟଙ୍କାର ଋଣ ଲକ୍ଷ୍ୟ ଧାର୍ଯ୍ୟ କରାଯାଇଛି। <box>6 734 76 799</box>
cartoon-speech-bubble: ବିନା ମିଡ଼େଲସ୍ତରେ ଏତେ ଦିନ ନେଲୁ, ଆଜ ନୁହେଁ... <box>125 112 249 148</box>
story-apartment-headline: କମିଲା ଆପାର୍ଟମେଣ୍ଟ ପଞ୍ଜୀକରଣ ରାଶି <box>275 452 505 496</box>
paragraph: ଏହି ପ୍ରକଳ୍ପରେ ପ୍ରାୟ ୧,୨୭୫ କୋଟି ଟଙ୍କା ବିନିଯୋଗ ହେବ ବୋଲି ଅନୁମାନ କରାଯାଉଛି। ଏଥିରେ ପ୍ରତ୍ୟକ୍ଷ ଓ ପରୋକ୍ଷ ଭାବେ ହଜାର ହଜାର ଲୋକ ନିଯୁକ୍ତି ପାଇବେ। <box>526 672 599 739</box>
paragraph: ଶିଳ୍ପ ବିଭାଗ ପକ୍ଷରୁ ଆବଶ୍ୟକ ଜମି ଚିହ୍ନଟ କାର୍ଯ୍ୟ ସମ୍ପନ୍ନ ହୋଇସାରିଛି। ଭିତ୍ତିଭୂମି ବିକାଶ ପାଇଁ ମଧ୍ୟ ଯୋଜନା ପ୍ରସ୍ତୁତ କରାଯାଇଛି। <box>687 608 761 665</box>
cell-km-2014: ୬୨,୭୪୭ <box>825 301 859 315</box>
paragraph: ଗତ ଦଶ ବର୍ଷରେ ରେଳ ଟ୍ରାକର ଗୁଣବତ୍ତା ଏବଂ ଗତିରେ ଉଲ୍ଲେଖନୀୟ ପରିବର୍ତ୍ତନ ଆସିଛି। ୨୦୧୪ ମସିହାରେ ଯେଉଁଠାରେ ମାତ୍ର ୫.୮ ପ୍ରତିଶତ ଟ୍ରାକ ଘଣ୍ଟା ପ୍ରତି ୧୩୦ କିଲୋମିଟରରୁ ଅଧିକ ଗତି ପାଇଁ ଉପଯୁକ୍ତ ଥିଲା, ଆଜି ତାହା ୭୭.୪ ପ୍ରତିଶତରେ ପହଞ୍ଚିଛି। <box>532 270 628 347</box>
paragraph: ରାଜ୍ୟ କ୍ୟାବିନେଟ ବୈଠକରେ ରାଜ୍ୟ ତଥ୍ୟ ନୀତି-୨କୁ ମଞ୍ଜୁରୀ ଦିଆଯାଇଛି। ମୁଖ୍ୟମନ୍ତ୍ରୀଙ୍କ ଅଧ୍ୟକ୍ଷତାରେ ଏହି ବୈଠକ ଅନୁଷ୍ଠିତ ହୋଇଥିଲା। <box>526 940 626 978</box>
cell-km-2014: ୩୩,୪୦୫ <box>825 274 859 288</box>
story-dalit <box>160 733 254 1082</box>
cartoon-signature: ଚିତ୍ର: କାର୍ଟୁନିଷ୍ଟ <box>17 351 63 359</box>
paragraph: ଏହି ପ୍ରକଳ୍ପ ପଶ୍ଚିମ ଓଡ଼ିଶାର ଶିଳ୍ପ ବିକାଶରେ ନୂଆ ଦିଗ ଉନ୍ମୋଚନ କରିବ ବୋଲି ବିଶେଷଜ୍ଞମାନେ ମତ ଦେଇଛନ୍ତି। <box>687 672 761 719</box>
story-policy-headline: ରାଜ୍ୟ ତଥ୍ୟ ନୀତି-୨କୁ ମଞ୍ଜୁରୀ <box>573 869 794 891</box>
story-apartment-dateline: ଭୁବନେଶ୍ୱର,୧୬୪(ବାଣିଜ୍ୟଧାରା ସେଲ) <box>267 500 393 511</box>
masthead-meta-3: ଜିଲ୍ଲାଧୀଶ: ଧରିତ୍ରୀ <box>263 42 329 53</box>
badge-bottom-label: Years <box>49 45 63 52</box>
swatch-group-right <box>534 1485 579 1494</box>
masthead-date: ୧୭ ଏପ୍ରିଲ, ୨୦୨୫ <box>125 37 207 49</box>
story-rail <box>526 76 939 536</box>
table-row <box>790 287 933 301</box>
cell-pct-2024: ୧୨.୨ <box>914 287 933 301</box>
minister-name: ଅଶ୍ୱିନୀ ବୈଷ୍ଣବ <box>677 258 739 268</box>
policy-block <box>526 856 939 1073</box>
paragraph: ବଲାଙ୍ଗିର ଜିଲ୍ଲାରେ ଏକ ଅତ୍ୟାଧୁନିକ ସୁତା ଉତ୍ପାଦନ ୟୁନିଟ ପ୍ରତିଷ୍ଠା ହେବାକୁ ଯାଉଛି। ଏଥିପାଇଁ ରାଜ୍ୟ ସରକାର ଅନୁମୋଦନ ପ୍ରଦାନ କରିଛନ୍ତି। <box>526 608 599 665</box>
swatch-group-left <box>8 1485 17 1494</box>
paragraph: ଜନସାଧାରଣଙ୍କ ଅଭିଯୋଗର ତତ୍‌କ୍ଷଣାତ୍ ସମାଧାନ ଉପରେ ଗୁରୁତ୍ୱ ଦିଆଯାଇଛି। ଗ୍ରାମାଞ୍ଚଳରେ ଶିବିର ଆୟୋଜନ କରିବାକୁ ପରାମର୍ଶ ଦିଆଯାଇଛି। <box>166 939 255 994</box>
paragraph: ରାଜ୍ୟ ସରକାର ଆଜି ୪,୧୧୩ ଜଣ ଶିକ୍ଷକଙ୍କୁ ନିଯୁକ୍ତି ପତ୍ର ପ୍ରଦାନ କରିବେ। ଏକ ବିଶେଷ ସମାରୋହରେ ମୁଖ୍ୟମନ୍ତ୍ରୀ ଏହି ନିଯୁକ୍ତି ପତ୍ର ହସ୍ତାନ୍ତର କରିବେ। <box>267 159 387 213</box>
paragraph: ଯାତ୍ରୀ ସୁବିଧା ବୃଦ୍ଧି ସହିତ ସୁରକ୍ଷା ମାନଦଣ୍ଡ ମଧ୍ୟ କଡ଼ାକଡ଼ି କରାଯାଇଛି। ସିଗନାଲିଂ ପ୍ରଣାଳୀର ଆଧୁନିକୀକରଣ ଚାଲିଛି। <box>634 486 729 523</box>
paragraph: ବିଦ୍ୟାଳୟରେ ଶିକ୍ଷକ ଅଭାବ ଦୂର ହେବ ବୋଲି ଆଶା କରାଯାଉଛି। ନୂତନ ଶିକ୍ଷକମାନେ ଆସନ୍ତା ମାସରୁ ଯୋଗଦାନ କରିବେ। <box>394 159 514 202</box>
paragraph: ନିର୍ମାଣ କାର୍ଯ୍ୟର ଗୁଣବତ୍ତା ଉପରେ ବିଶେଷ ନଜର ରଖାଯିବ ବୋଲି ବିଭାଗୀୟ ଅଧିକାରୀ କହିଛନ୍ତି। ନିୟମିତ ତଦାରଖ କରାଯିବ। <box>853 795 939 842</box>
table-row <box>790 274 933 288</box>
paragraph: ସମବାୟ ସମିତିଗୁଡ଼ିକରେ ଆବଶ୍ୟକ ପ୍ରସ୍ତୁତି ସାରିବାକୁ ନିର୍ଦ୍ଦେଶ ଦିଆଯାଇଛି। ଋଣ ବଣ୍ଟନ ପ୍ରକ୍ରିୟା ଜୁନ ମାସରୁ ଆରମ୍ଭ ହେବ। <box>84 866 154 931</box>
table-header-2014: ୨୦୧୪ <box>825 221 880 236</box>
paragraph: ଏହି ପ୍ରକଳ୍ପରେ ପ୍ରାୟ ୧,୨୭୫ କୋଟି ଟଙ୍କା ବିନିଯୋଗ ହେବ ବୋଲି ଅନୁମାନ କରାଯାଉଛି। ଏଥିରେ ପ୍ରତ୍ୟକ୍ଷ ଓ ପରୋକ୍ଷ ଭାବେ ହଜାର ହଜାର ଲୋକ ନିଯୁକ୍ତି ପାଇବେ। <box>267 352 387 407</box>
paragraph: ପୁସ୍ତକ ହେଉଛି ଜ୍ଞାନର ଅକ୍ଷୟ ଭଣ୍ଡାର। ଏହା ମଣିଷକୁ ଚିନ୍ତା କରିବାକୁ ଶିଖାଏ ଏବଂ ଦୃଷ୍ଟିକୋଣକୁ ବିସ୍ତାରିତ କରେ। <box>6 1311 126 1343</box>
paragraph: ଆଗାମୀ ବର୍ଷଗୁଡ଼ିକରେ ଭାରତୀୟ ରେଳ ବିଶ୍ୱର ସର୍ବୋତ୍ତମ ରେଳ ପ୍ରଣାଳୀ ମଧ୍ୟରେ ଅନ୍ୟତମ ହେବ ବୋଲି ଲକ୍ଷ୍ୟ ରଖାଯାଇଛି। <box>736 362 831 400</box>
story-rail-body-4 <box>789 322 933 352</box>
story-policy <box>526 862 841 1073</box>
story-teacher-dateline: ଭୁବନେଶ୍ୱର,୧୬୪(ବ୍ୟୁରୋ ସାର) <box>337 143 443 154</box>
column-left <box>6 76 254 1476</box>
cell-range: ୧୧୦-୧୩୦ <box>790 274 826 288</box>
paragraph: ରାଜ୍ୟ ସରକାର ଆପାର୍ଟମେଣ୍ଟ ପଞ୍ଜୀକରଣ ରାଶି କମାଇ ଦେଇଛନ୍ତି। ନୂତନ ନିୟମ ଅନୁଯାୟୀ ଏହି ରାଶି ପୂର୍ବ ତୁଳନାରେ ଯଥେଷ୍ଟ କମ ହେବ। <box>267 516 387 559</box>
cell-pct-2014: ୨୦.୪ <box>859 287 880 301</box>
story-rail-body-rest <box>532 362 933 530</box>
table-row <box>790 251 933 273</box>
story-book-body-a <box>6 1261 126 1387</box>
paragraph: ଏହି ସମସ୍ତ ପଦକ୍ଷେପ ଦେଶର ଅର୍ଥନୈତିକ ବିକାଶରେ ଗୁରୁତ୍ୱପୂର୍ଣ୍ଣ ଭୂମିକା ଗ୍ରହଣ କରିବ। ରେଳ ଯୋଗାଯୋଗ ସୁଦୃଢ଼ ହେଲେ ବ୍ୟବସାୟ ଓ ପର୍ଯ୍ୟଟନ ମଧ୍ୟ ବୃଦ୍ଧି ପାଇବ। <box>736 407 831 464</box>
story-rail-col1 <box>532 131 627 358</box>
story-book-title: ପୁସ୍ତକର ଶକ୍ତି <box>6 1094 254 1139</box>
table-row-total <box>790 301 933 315</box>
table-subheader-km-2014: କିଲୋମିଟର <box>825 236 859 251</box>
swatch-black-3 <box>570 1485 579 1494</box>
dateline-bureau: (ବାଣିଜ୍ୟଧାରା ସେଲ) <box>98 719 162 729</box>
paragraph: ପ୍ରକଳ୍ପ ନିର୍ମାଣ କାର୍ଯ୍ୟ ଆସନ୍ତା ବର୍ଷ ଆରମ୍ଭ ହେବ ଏବଂ ତିନି ବର୍ଷ ମଧ୍ୟରେ ଉତ୍ପାଦନ ଆରମ୍ଭ ହେବ ବୋଲି ଆଶା କରାଯାଉଛି। <box>606 682 680 729</box>
cell-range: ୧୧୦ ରୁ ଅଧିକ <box>790 251 826 273</box>
cell-range: ମୋଟ <box>790 301 826 315</box>
table-subheader-pct-2014: % <box>859 236 880 251</box>
minister-designation: କେନ୍ଦ୍ର ରେଲ, ଯୋଗାଯୋଗ ଓ ସୂଚନା ପ୍ରଯୁକ୍ତି ଏବଂ ସୂଚନା ଓ ପ୍ରସାରଣ ମନ୍ତ୍ରୀ <box>648 271 768 292</box>
paragraph: ରାଜ୍ୟ ପାଇଁ ବଜେଟ ବରାଦ ମଧ୍ୟ ଉଲ୍ଲେଖନୀୟ ଭାବେ ବୃଦ୍ଧି ପାଇଛି। ଏହା ଆଞ୍ଚଳିକ ଅର୍ଥନୀତିକୁ ଗତି ଦେବ ବୋଲି ଆଶା କରାଯାଉଛି। <box>634 441 729 479</box>
